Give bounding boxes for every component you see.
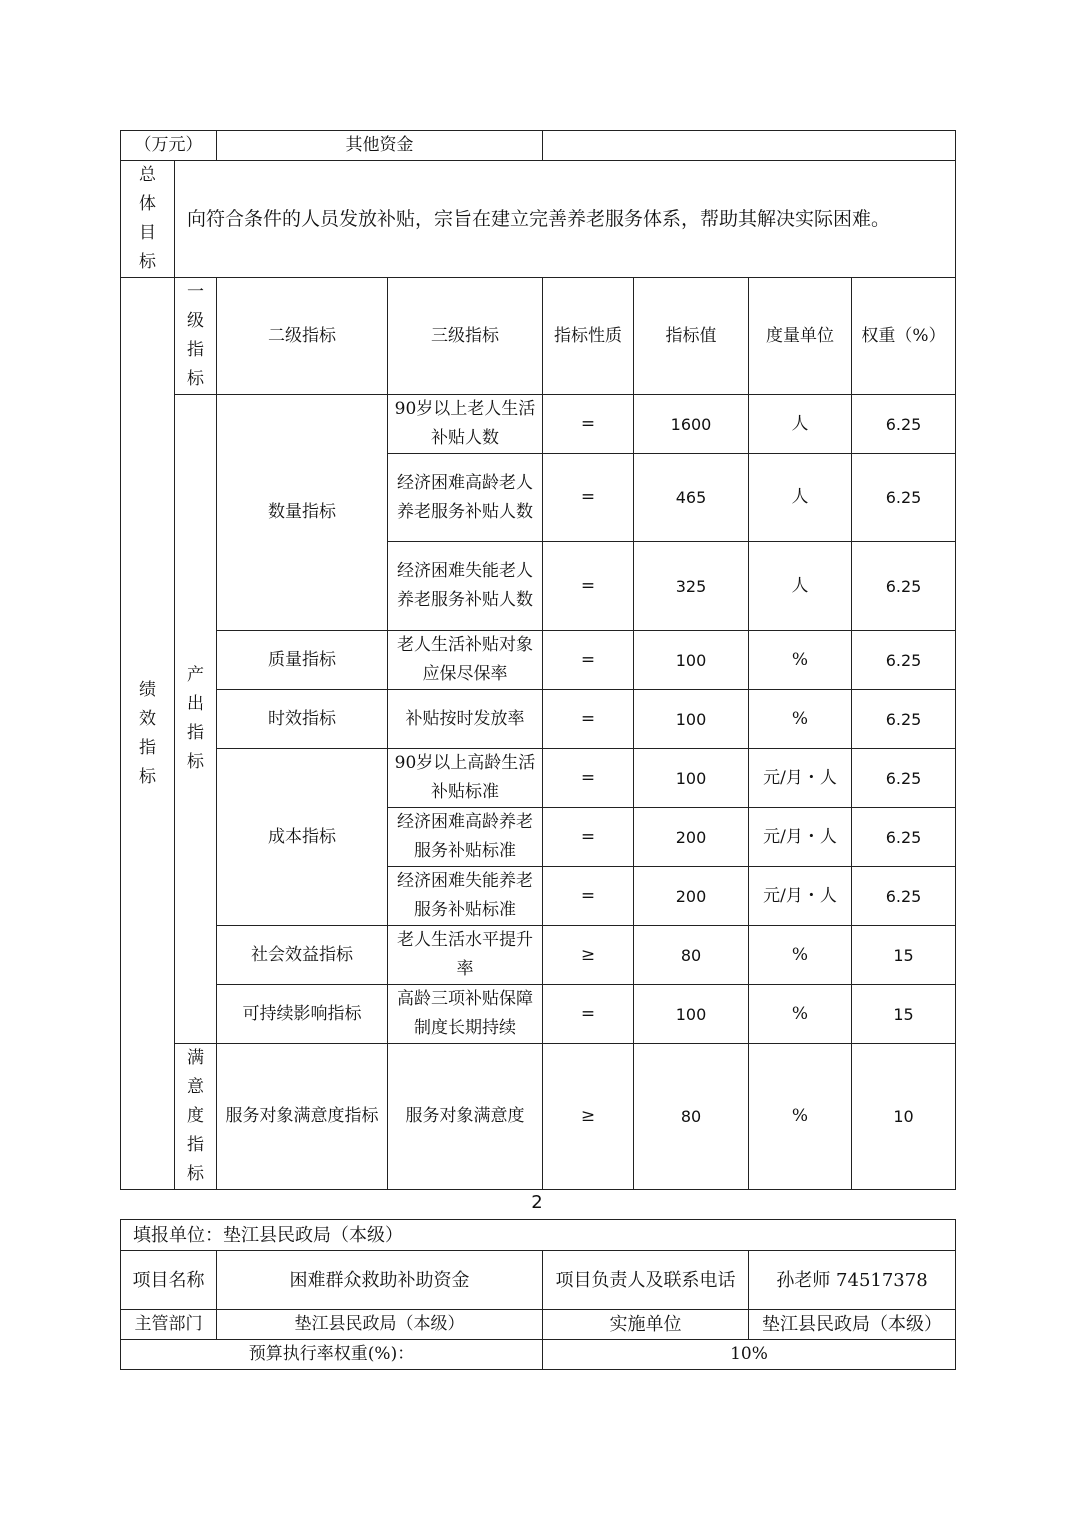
unit-cell: % (749, 985, 852, 1044)
nature-cell: = (543, 749, 634, 808)
weight-cell: 6.25 (852, 395, 956, 454)
value-cell: 100 (634, 631, 749, 690)
weight-cell: 15 (852, 985, 956, 1044)
quality-group: 质量指标 (217, 631, 388, 690)
value-cell: 200 (634, 867, 749, 926)
level1-header: 一 级 指 标 (175, 278, 217, 395)
unit-cell: 人 (749, 454, 852, 542)
satisfaction-indicators-label: 满 意 度 指 标 (175, 1044, 217, 1190)
performance-indicators-header: 绩 效 指 标 (121, 278, 175, 1190)
unit-cell: 元/月・人 (749, 808, 852, 867)
unit-cell: 元/月・人 (749, 867, 852, 926)
value-cell: 100 (634, 985, 749, 1044)
unit-cell: % (749, 1044, 852, 1190)
nature-cell: = (543, 631, 634, 690)
unit-header: 度量单位 (749, 278, 852, 395)
weight-cell: 6.25 (852, 454, 956, 542)
impl-value: 垫江县民政局（本级） (749, 1310, 956, 1340)
weight-cell: 6.25 (852, 867, 956, 926)
social-benefit-group: 社会效益指标 (217, 926, 388, 985)
cost-group: 成本指标 (217, 749, 388, 926)
value-header: 指标值 (634, 278, 749, 395)
weight-cell: 10 (852, 1044, 956, 1190)
indicator-cell: 老人生活补贴对象应保尽保率 (388, 631, 543, 690)
nature-cell: ≥ (543, 1044, 634, 1190)
output-indicators-label: 产 出 指 标 (175, 395, 217, 1044)
satisfaction-group: 服务对象满意度指标 (217, 1044, 388, 1190)
timeliness-group: 时效指标 (217, 690, 388, 749)
weight-cell: 6.25 (852, 749, 956, 808)
impl-label: 实施单位 (543, 1310, 749, 1340)
value-cell: 325 (634, 542, 749, 631)
weight-cell: 15 (852, 926, 956, 985)
indicator-cell: 服务对象满意度 (388, 1044, 543, 1190)
value-cell: 465 (634, 454, 749, 542)
funds-unit-cell: （万元） (121, 131, 217, 161)
value-cell: 100 (634, 749, 749, 808)
nature-header: 指标性质 (543, 278, 634, 395)
sustainability-group: 可持续影响指标 (217, 985, 388, 1044)
level2-header: 二级指标 (217, 278, 388, 395)
nature-cell: = (543, 395, 634, 454)
value-cell: 80 (634, 926, 749, 985)
project-name-label: 项目名称 (121, 1251, 217, 1310)
nature-cell: = (543, 454, 634, 542)
weight-cell: 6.25 (852, 631, 956, 690)
unit-cell: % (749, 926, 852, 985)
value-cell: 80 (634, 1044, 749, 1190)
unit-cell: 元/月・人 (749, 749, 852, 808)
nature-cell: = (543, 542, 634, 631)
indicator-cell: 老人生活水平提升率 (388, 926, 543, 985)
page-number: 2 (531, 1192, 543, 1213)
project-info-table (120, 1219, 956, 1370)
performance-table (120, 130, 956, 1190)
nature-cell: = (543, 808, 634, 867)
nature-cell: = (543, 985, 634, 1044)
indicator-cell: 高龄三项补贴保障制度长期持续 (388, 985, 543, 1044)
nature-cell: = (543, 690, 634, 749)
unit-cell: % (749, 631, 852, 690)
overall-goal-header: 总 体 目 标 (121, 161, 175, 278)
unit-cell: % (749, 690, 852, 749)
weight-cell: 6.25 (852, 690, 956, 749)
nature-cell: ≥ (543, 926, 634, 985)
weight-cell: 6.25 (852, 542, 956, 631)
level3-header: 三级指标 (388, 278, 543, 395)
indicator-cell: 90岁以上高龄生活补贴标准 (388, 749, 543, 808)
value-cell: 200 (634, 808, 749, 867)
quantity-group: 数量指标 (217, 395, 388, 631)
other-funds-label: 其他资金 (217, 131, 543, 161)
weight-header: 权重（%） (852, 278, 956, 395)
indicator-cell: 90岁以上老人生活补贴人数 (388, 395, 543, 454)
filling-unit: 填报单位：垫江县民政局（本级） (121, 1220, 956, 1251)
indicator-cell: 经济困难失能老人养老服务补贴人数 (388, 542, 543, 631)
weight-cell: 6.25 (852, 808, 956, 867)
value-cell: 1600 (634, 395, 749, 454)
project-name-value: 困难群众救助补助资金 (217, 1251, 543, 1310)
contact-value: 孙老师 74517378 (749, 1251, 956, 1310)
other-funds-value (543, 131, 956, 161)
dept-value: 垫江县民政局（本级） (217, 1310, 543, 1340)
dept-label: 主管部门 (121, 1310, 217, 1340)
indicator-cell: 经济困难失能养老服务补贴标准 (388, 867, 543, 926)
nature-cell: = (543, 867, 634, 926)
unit-cell: 人 (749, 542, 852, 631)
exec-rate-label: 预算执行率权重(%)： (121, 1340, 543, 1370)
contact-label: 项目负责人及联系电话 (543, 1251, 749, 1310)
indicator-cell: 补贴按时发放率 (388, 690, 543, 749)
exec-rate-value: 10% (543, 1340, 956, 1370)
overall-goal-text: 向符合条件的人员发放补贴，宗旨在建立完善养老服务体系，帮助其解决实际困难。 (175, 161, 956, 278)
value-cell: 100 (634, 690, 749, 749)
unit-cell: 人 (749, 395, 852, 454)
indicator-cell: 经济困难高龄养老服务补贴标准 (388, 808, 543, 867)
indicator-cell: 经济困难高龄老人养老服务补贴人数 (388, 454, 543, 542)
